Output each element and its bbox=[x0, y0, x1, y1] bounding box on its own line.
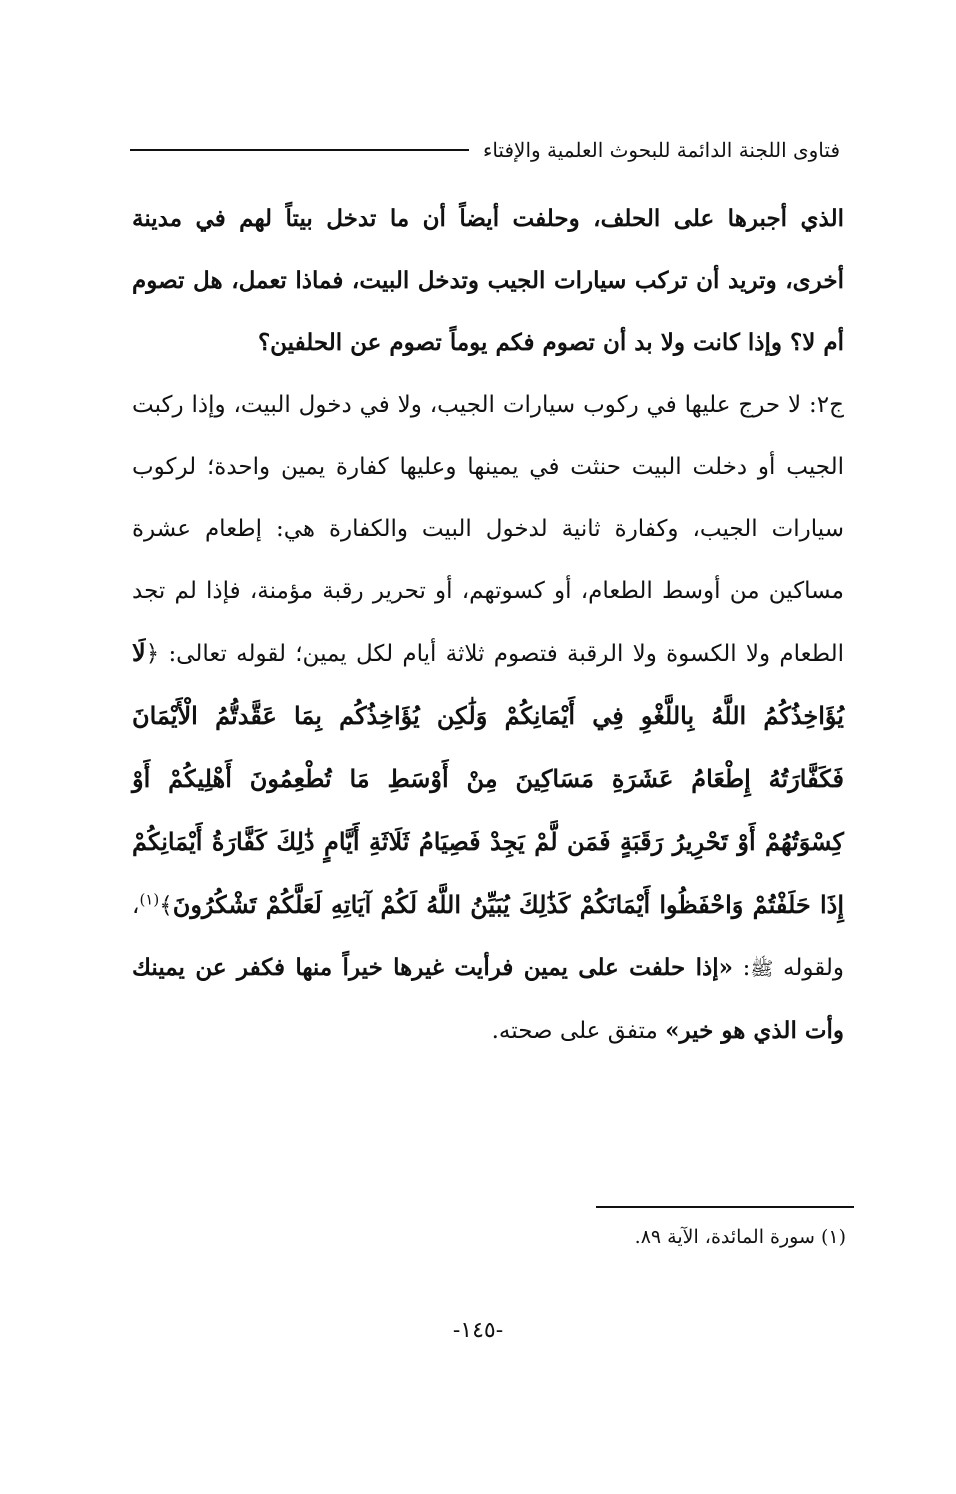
footnote-marker: (١) bbox=[139, 890, 160, 909]
answer-label: ج٢: bbox=[809, 392, 845, 418]
header-title: فتاوى اللجنة الدائمة للبحوث العلمية والإفتاء bbox=[482, 138, 840, 162]
answer-paragraph bbox=[132, 374, 844, 1062]
running-header bbox=[130, 130, 840, 170]
pbuh-symbol: ﷺ bbox=[750, 958, 774, 980]
quran-verse: لَا يُؤَاخِذُكُمُ اللَّهُ بِاللَّغْوِ فِي أَيْمَانِكُمْ وَلَٰكِن يُؤَاخِذُكُم بِمَا عَقَّدتُّمُ الْأَيْمَانَ فَكَفَّارَتُهُ إِطْعَامُ عَشَرَةِ مَسَاكِينَ مِنْ أَوْسَطِ مَا تُطْعِمُونَ أَهْلِيكُمْ أَوْ كِسْوَتُهُمْ أَوْ تَحْرِيرُ رَقَبَةٍ فَمَن لَّمْ يَجِدْ فَصِيَامُ ثَلَاثَةِ أَيَّامٍ ذَٰلِكَ كَفَّارَةُ أَيْمَانِكُمْ إِذَا حَلَفْتُمْ وَاحْفَظُوا أَيْمَانَكُمْ كَذَٰلِكَ يُبَيِّنُ اللَّهُ لَكُمْ آيَاتِهِ لَعَلَّكُمْ تَشْكُرُونَ bbox=[132, 638, 844, 919]
footnote-rule bbox=[596, 1206, 854, 1208]
hadith-text: «إذا حلفت على يمين فرأيت غيرها خيراً منها فكفر عن يمينك وأت الذي هو خير» bbox=[132, 954, 844, 1044]
quran-close-bracket: ﴾ bbox=[159, 893, 173, 919]
footnote: (١) سورة المائدة، الآية ٨٩. bbox=[634, 1226, 846, 1248]
closing-text: متفق على صحته. bbox=[491, 1018, 658, 1044]
question-text: الذي أجبرها على الحلف، وحلفت أيضاً أن ما تدخل بيتاً لهم في مدينة أخرى، وتريد أن تركب سيارات الجيب وتدخل البيت، فماذا تعمل، هل تصوم أم لا؟ وإذا كانت ولا بد أن تصوم فكم يوماً تصوم عن الحلفين؟ bbox=[132, 205, 844, 356]
quran-open-bracket: ﴿ bbox=[145, 641, 160, 667]
page-number: -١٤٥- bbox=[452, 1318, 504, 1343]
hadith-intro: ، ولقوله bbox=[132, 893, 844, 981]
answer-text: لا حرج عليها في ركوب سيارات الجيب، ولا في دخول البيت، وإذا ركبت الجيب أو دخلت البيت حنثت في يمينها وعليها كفارة يمين واحدة؛ لركوب سيارات الجيب، وكفارة ثانية لدخول البيت والكفارة هي: إطعام عشرة مساكين من أوسط الطعام، أو كسوتهم، أو تحرير رقبة مؤمنة، فإذا لم تجد الطعام ولا الكسوة ولا الرقبة فتصوم ثلاثة أيام لكل يمين؛ لقوله تعالى: bbox=[132, 392, 844, 667]
hadith-colon: : bbox=[742, 955, 751, 981]
main-text bbox=[132, 188, 844, 1062]
header-rule bbox=[130, 149, 469, 151]
